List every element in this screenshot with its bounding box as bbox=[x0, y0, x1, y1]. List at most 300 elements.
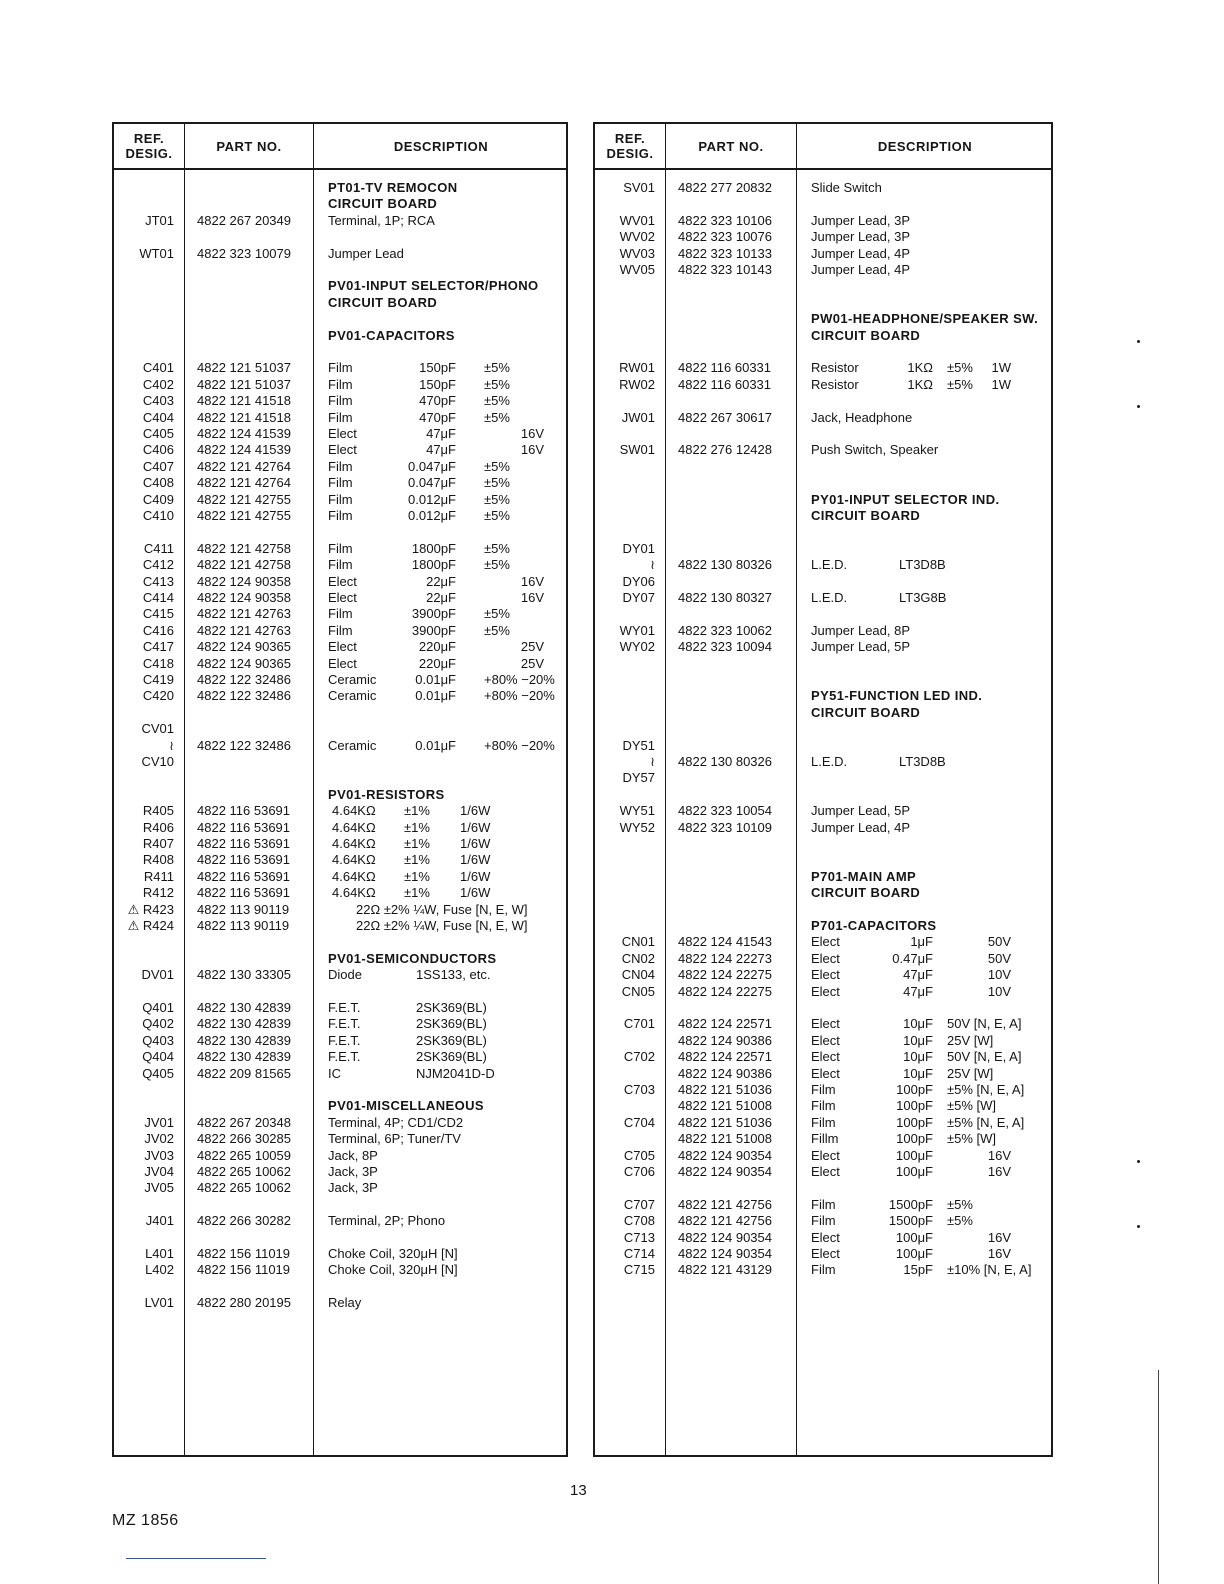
tolerance: +80% −20% bbox=[484, 737, 555, 753]
description: Film bbox=[328, 622, 353, 638]
part-number: 4822 265 10062 bbox=[197, 1164, 291, 1179]
part-number: 4822 124 90354 bbox=[678, 1229, 772, 1245]
ref-designator: JV03 bbox=[144, 1147, 174, 1163]
description: Jumper Lead, 4P bbox=[811, 262, 911, 277]
table-row bbox=[595, 984, 1051, 1000]
value: 0.01μF bbox=[415, 688, 456, 704]
value: 1800pF bbox=[411, 557, 456, 573]
ref-designator: Q401 bbox=[142, 1000, 174, 1015]
description: Elect bbox=[811, 983, 840, 999]
ref-designator: C410 bbox=[142, 508, 174, 523]
tolerance: ±5% bbox=[947, 1213, 973, 1229]
section-heading: CIRCUIT BOARD bbox=[811, 704, 921, 720]
part-number: 4822 122 32486 bbox=[197, 672, 291, 687]
description: Elect bbox=[811, 1246, 840, 1261]
ref-designator: DY57 bbox=[622, 770, 655, 786]
type-designation: LT3G8B bbox=[899, 590, 947, 605]
value: 1500pF bbox=[888, 1213, 933, 1229]
description: Push Switch, Speaker bbox=[811, 442, 939, 458]
ref-designator: C703 bbox=[623, 1082, 655, 1097]
model-number: MZ 1856 bbox=[112, 1512, 179, 1529]
value: 100μF bbox=[895, 1229, 933, 1245]
description: L.E.D. bbox=[811, 590, 848, 605]
section-heading-row bbox=[114, 278, 566, 294]
table-row bbox=[114, 672, 566, 688]
part-number: 4822 116 53691 bbox=[197, 803, 291, 819]
value: 10μF bbox=[903, 1032, 933, 1048]
value: 100pF bbox=[896, 1114, 933, 1130]
description: Film bbox=[328, 557, 353, 573]
value: 15pF bbox=[903, 1262, 933, 1278]
table-row bbox=[595, 1082, 1051, 1098]
value: 470pF bbox=[419, 409, 456, 425]
table-row bbox=[595, 1148, 1051, 1164]
ref-designator: JT01 bbox=[145, 212, 174, 228]
ref-designator: CN04 bbox=[621, 967, 655, 983]
part-number: 4822 130 42839 bbox=[197, 1016, 291, 1032]
ref-designator: DY51 bbox=[622, 737, 655, 753]
section-heading-row bbox=[595, 328, 1051, 344]
description: Elect bbox=[811, 1016, 840, 1032]
description: 4.64KΩ bbox=[332, 836, 376, 851]
value: 47μF bbox=[426, 426, 456, 441]
ref-designator: ⚠ R424 bbox=[127, 918, 174, 933]
table-row bbox=[114, 639, 566, 655]
part-number: 4822 124 22275 bbox=[678, 983, 772, 999]
value: 0.012μF bbox=[408, 508, 456, 523]
table-row bbox=[114, 688, 566, 704]
value: 10μF bbox=[903, 1049, 933, 1065]
part-number: 4822 130 42839 bbox=[197, 1000, 291, 1015]
tolerance: ±5% bbox=[484, 508, 510, 523]
part-number: 4822 266 30285 bbox=[197, 1131, 291, 1147]
ref-designator: C705 bbox=[623, 1147, 655, 1163]
part-number: 4822 267 20349 bbox=[197, 212, 291, 228]
type-designation: LT3D8B bbox=[899, 557, 946, 573]
scan-speck bbox=[1137, 340, 1140, 343]
table-row bbox=[595, 738, 1051, 754]
section-heading: PT01-TV REMOCON bbox=[328, 180, 458, 195]
rating: 16V bbox=[520, 442, 544, 458]
part-number: 4822 124 22571 bbox=[678, 1049, 772, 1065]
section-heading-row bbox=[114, 295, 566, 311]
part-number: 4822 156 11019 bbox=[197, 1262, 291, 1278]
section-heading: PY01-INPUT SELECTOR IND. bbox=[811, 491, 1000, 507]
part-number: 4822 130 42839 bbox=[197, 1032, 291, 1048]
description-header: DESCRIPTION bbox=[393, 138, 489, 154]
table-row bbox=[595, 1066, 1051, 1082]
page-number: 13 bbox=[570, 1482, 587, 1499]
table-row bbox=[595, 541, 1051, 557]
table-row bbox=[595, 1230, 1051, 1246]
description: Elect bbox=[811, 967, 840, 983]
section-heading-row bbox=[595, 688, 1051, 704]
description: F.E.T. bbox=[328, 1049, 361, 1065]
tolerance: ±1% bbox=[404, 803, 430, 819]
description: Choke Coil, 320μH [N] bbox=[328, 1246, 458, 1261]
section-heading-row bbox=[114, 1098, 566, 1114]
part-number: 4822 323 10109 bbox=[678, 819, 772, 835]
table-row bbox=[595, 770, 1051, 786]
value: 47μF bbox=[426, 442, 456, 458]
rating: 16V bbox=[987, 1164, 1011, 1179]
table-row bbox=[114, 1180, 566, 1196]
table-row bbox=[114, 410, 566, 426]
ref-designator: SV01 bbox=[623, 180, 655, 195]
ref-designator: LV01 bbox=[144, 1295, 174, 1311]
rating: 16V bbox=[987, 1246, 1011, 1261]
table-row bbox=[114, 1131, 566, 1147]
table-row bbox=[595, 754, 1051, 770]
value: 220μF bbox=[418, 655, 456, 671]
part-no-header: PART NO. bbox=[698, 138, 764, 154]
ref-designator: CN02 bbox=[621, 950, 655, 966]
table-row bbox=[595, 951, 1051, 967]
tolerance: ±5% bbox=[484, 557, 510, 573]
value: 1KΩ bbox=[907, 360, 933, 376]
scan-edge-line bbox=[1158, 1370, 1159, 1584]
table-row bbox=[114, 590, 566, 606]
value: 0.012μF bbox=[408, 491, 456, 507]
part-number: 4822 116 53691 bbox=[197, 852, 291, 868]
table-row bbox=[114, 1246, 566, 1262]
table-row bbox=[114, 1049, 566, 1065]
ref-designator: WV03 bbox=[619, 245, 655, 261]
tolerance: ±5% bbox=[484, 491, 510, 507]
description: 4.64KΩ bbox=[332, 819, 376, 835]
tolerance: ±5% bbox=[947, 1196, 973, 1212]
part-number: 4822 209 81565 bbox=[197, 1065, 291, 1081]
description: Elect bbox=[811, 1229, 840, 1245]
ref-designator: DY07 bbox=[622, 590, 655, 605]
section-heading: CIRCUIT BOARD bbox=[811, 508, 921, 523]
description: Film bbox=[328, 491, 353, 507]
description: Jumper Lead, 3P bbox=[811, 229, 911, 245]
description: Jumper Lead, 3P bbox=[811, 212, 911, 228]
part-number: 4822 121 43129 bbox=[678, 1262, 772, 1278]
rating: 16V bbox=[520, 590, 544, 605]
value: 470pF bbox=[419, 393, 456, 409]
section-heading: P701-CAPACITORS bbox=[811, 918, 937, 933]
description: Film bbox=[811, 1098, 836, 1114]
tolerance: ±1% bbox=[404, 836, 430, 851]
ref-designator: C402 bbox=[142, 376, 174, 392]
ref-designator: JV02 bbox=[144, 1131, 174, 1147]
tolerance: ±1% bbox=[404, 819, 430, 835]
description: Elect bbox=[328, 442, 357, 458]
section-heading: PV01-RESISTORS bbox=[328, 786, 445, 802]
part-number: 4822 124 41539 bbox=[197, 426, 291, 441]
value: 22μF bbox=[426, 590, 456, 605]
table-row bbox=[114, 869, 566, 885]
table-row bbox=[114, 738, 566, 754]
tolerance: ±1% bbox=[404, 868, 430, 884]
section-heading: PW01-HEADPHONE/SPEAKER SW. bbox=[811, 311, 1039, 327]
part-number: 4822 122 32486 bbox=[197, 688, 291, 704]
description: Terminal, 6P; Tuner/TV bbox=[328, 1131, 461, 1147]
table-row bbox=[114, 606, 566, 622]
section-heading: CIRCUIT BOARD bbox=[328, 294, 438, 310]
table-header bbox=[595, 124, 1051, 170]
table-row bbox=[114, 852, 566, 868]
table-row bbox=[114, 967, 566, 983]
part-number: 4822 121 51036 bbox=[678, 1114, 772, 1130]
section-heading: P701-MAIN AMP bbox=[811, 868, 917, 884]
rating: 25V bbox=[520, 639, 544, 655]
scan-speck bbox=[1137, 405, 1140, 408]
table-row bbox=[114, 508, 566, 524]
scan-speck bbox=[1137, 1225, 1140, 1228]
table-row bbox=[114, 1213, 566, 1229]
part-number: 4822 121 42763 bbox=[197, 622, 291, 638]
table-row bbox=[595, 803, 1051, 819]
section-heading-row bbox=[595, 869, 1051, 885]
description: Film bbox=[811, 1213, 836, 1229]
part-number: 4822 124 90358 bbox=[197, 590, 291, 605]
part-number: 4822 113 90119 bbox=[197, 918, 290, 933]
table-row bbox=[595, 1213, 1051, 1229]
value: 1500pF bbox=[888, 1196, 933, 1212]
rating: 1/6W bbox=[460, 819, 491, 835]
ref-designator: C714 bbox=[623, 1246, 655, 1261]
description: Resistor bbox=[811, 360, 859, 376]
table-row bbox=[114, 1262, 566, 1278]
ref-designator: C407 bbox=[142, 458, 174, 474]
description-header: DESCRIPTION bbox=[877, 138, 973, 154]
description: Terminal, 4P; CD1/CD2 bbox=[328, 1114, 464, 1130]
ref-desig-header: REF. DESIG. bbox=[606, 131, 654, 161]
ref-designator: C412 bbox=[142, 557, 174, 573]
description: Ceramic bbox=[328, 737, 377, 753]
part-number: 4822 124 90386 bbox=[678, 1065, 772, 1081]
ref-designator: L402 bbox=[145, 1262, 174, 1278]
description: Jumper Lead, 5P bbox=[811, 639, 911, 655]
description: Film bbox=[328, 393, 353, 409]
type-designation: NJM2041D-D bbox=[416, 1065, 495, 1081]
table-row bbox=[114, 885, 566, 901]
rating: 16V bbox=[987, 1229, 1011, 1245]
table-row bbox=[114, 656, 566, 672]
part-number: 4822 121 42764 bbox=[197, 475, 291, 491]
ref-designator: Q402 bbox=[142, 1016, 174, 1032]
ref-designator: SW01 bbox=[619, 442, 655, 458]
rating: 50V bbox=[987, 934, 1011, 950]
table-row bbox=[114, 820, 566, 836]
ref-designator: R412 bbox=[142, 885, 174, 901]
description: Film bbox=[328, 540, 353, 556]
description: Relay bbox=[328, 1295, 362, 1311]
table-row bbox=[114, 1000, 566, 1016]
description: Elect bbox=[328, 655, 357, 671]
table-row bbox=[595, 1262, 1051, 1278]
description: Film bbox=[328, 360, 353, 376]
table-row bbox=[595, 377, 1051, 393]
description: Terminal, 1P; RCA bbox=[328, 212, 435, 228]
part-number: 4822 116 60331 bbox=[678, 360, 772, 376]
ref-designator: JV05 bbox=[144, 1180, 174, 1196]
tolerance: ±10% [N, E, A] bbox=[947, 1262, 1032, 1278]
description: Elect bbox=[328, 590, 357, 605]
table-row bbox=[595, 557, 1051, 573]
section-heading: PV01-INPUT SELECTOR/PHONO bbox=[328, 278, 539, 294]
description: Elect bbox=[811, 950, 840, 966]
description: Film bbox=[811, 1196, 836, 1212]
description: Jumper Lead, 4P bbox=[811, 819, 911, 835]
ref-designator: C409 bbox=[142, 491, 174, 507]
part-number: 4822 277 20832 bbox=[678, 180, 772, 195]
part-number: 4822 116 53691 bbox=[197, 868, 291, 884]
value: 100μF bbox=[895, 1147, 933, 1163]
table-row bbox=[595, 967, 1051, 983]
description: 4.64KΩ bbox=[332, 852, 376, 868]
table-row bbox=[595, 229, 1051, 245]
part-number: 4822 121 42756 bbox=[678, 1213, 772, 1229]
ref-designator: WY02 bbox=[619, 639, 655, 655]
part-number: 4822 323 10054 bbox=[678, 803, 772, 819]
table-row bbox=[114, 442, 566, 458]
description: Jumper Lead bbox=[328, 245, 404, 261]
table-row bbox=[595, 1049, 1051, 1065]
value: 150pF bbox=[419, 376, 456, 392]
table-row bbox=[595, 213, 1051, 229]
tolerance: ±5% bbox=[484, 376, 510, 392]
table-row bbox=[595, 246, 1051, 262]
ref-designator: RW02 bbox=[619, 376, 655, 392]
description: 4.64KΩ bbox=[332, 803, 376, 819]
ref-designator: C715 bbox=[623, 1262, 655, 1278]
tolerance: ±5% [N, E, A] bbox=[947, 1114, 1025, 1130]
part-number: 4822 130 80327 bbox=[678, 590, 772, 605]
part-number: 4822 130 80326 bbox=[678, 754, 772, 769]
part-number: 4822 121 51036 bbox=[678, 1082, 772, 1097]
type-designation: 2SK369(BL) bbox=[416, 1000, 487, 1015]
part-number: 4822 121 51037 bbox=[197, 376, 291, 392]
tolerance: ±5% [N, E, A] bbox=[947, 1082, 1025, 1097]
rating: 16V bbox=[520, 573, 544, 589]
description: Jack, 3P bbox=[328, 1180, 378, 1196]
tolerance: +80% −20% bbox=[484, 672, 555, 687]
section-heading-row bbox=[595, 311, 1051, 327]
part-number: 4822 124 90354 bbox=[678, 1147, 772, 1163]
part-number: 4822 121 41518 bbox=[197, 393, 291, 409]
description: Film bbox=[328, 458, 353, 474]
part-number: 4822 323 10062 bbox=[678, 622, 772, 638]
type-designation: 1SS133, etc. bbox=[416, 967, 491, 983]
value: 22μF bbox=[426, 573, 456, 589]
ref-designator: WV01 bbox=[619, 212, 655, 228]
description: Film bbox=[328, 409, 353, 425]
ref-designator: R411 bbox=[143, 868, 174, 884]
table-row bbox=[595, 360, 1051, 376]
tolerance: ±1% bbox=[404, 852, 430, 868]
value: 0.01μF bbox=[415, 672, 456, 687]
table-row bbox=[595, 1016, 1051, 1032]
description: Film bbox=[328, 376, 353, 392]
part-number: 4822 121 42756 bbox=[678, 1196, 772, 1212]
table-row bbox=[114, 1033, 566, 1049]
description: Film bbox=[811, 1082, 836, 1097]
description: Ceramic bbox=[328, 688, 377, 704]
section-heading-row bbox=[595, 492, 1051, 508]
value: 1μF bbox=[910, 934, 933, 950]
ref-designator: CN05 bbox=[621, 983, 655, 999]
description: F.E.T. bbox=[328, 1032, 361, 1048]
value: 3900pF bbox=[411, 606, 456, 622]
part-number: 4822 265 10059 bbox=[197, 1147, 291, 1163]
rating: 1W bbox=[991, 360, 1011, 376]
description: Slide Switch bbox=[811, 180, 882, 195]
ref-designator: ⚠ R423 bbox=[127, 901, 174, 917]
section-heading-row bbox=[114, 180, 566, 196]
table-row bbox=[114, 246, 566, 262]
tolerance: ±5% bbox=[484, 458, 510, 474]
description: Film bbox=[811, 1262, 836, 1278]
table-row bbox=[595, 934, 1051, 950]
ref-designator: J401 bbox=[145, 1213, 174, 1229]
ref-designator: DV01 bbox=[141, 967, 174, 983]
ref-designator: Q403 bbox=[142, 1032, 174, 1048]
description: Film bbox=[811, 1114, 836, 1130]
ref-designator: DY06 bbox=[622, 573, 655, 589]
table-row bbox=[114, 836, 566, 852]
value: 3900pF bbox=[411, 622, 456, 638]
value: 10μF bbox=[903, 1016, 933, 1032]
ref-designator: C420 bbox=[142, 688, 174, 704]
part-number: 4822 323 10133 bbox=[678, 245, 772, 261]
ref-designator: RW01 bbox=[619, 360, 655, 376]
part-number: 4822 276 12428 bbox=[678, 442, 772, 458]
section-heading-row bbox=[595, 705, 1051, 721]
part-number: 4822 323 10076 bbox=[678, 229, 772, 245]
part-number: 4822 323 10079 bbox=[197, 245, 291, 261]
ref-designator: DY01 bbox=[622, 540, 655, 556]
description: Fillm bbox=[811, 1131, 839, 1147]
part-number: 4822 124 41539 bbox=[197, 442, 291, 458]
value: 0.047μF bbox=[408, 475, 456, 491]
ref-designator: C406 bbox=[142, 442, 174, 458]
value: 10μF bbox=[903, 1065, 933, 1081]
description: Jumper Lead, 4P bbox=[811, 245, 911, 261]
type-designation: LT3D8B bbox=[899, 754, 946, 769]
description: Elect bbox=[811, 934, 840, 950]
part-number: 4822 130 33305 bbox=[197, 967, 291, 983]
table-row bbox=[114, 360, 566, 376]
part-number: 4822 121 51037 bbox=[197, 360, 291, 376]
tolerance: +80% −20% bbox=[484, 688, 555, 704]
part-number: 4822 113 90119 bbox=[197, 901, 290, 917]
type-designation: 2SK369(BL) bbox=[416, 1049, 487, 1065]
description: Diode bbox=[328, 967, 362, 983]
type-designation: 2SK369(BL) bbox=[416, 1016, 487, 1032]
ref-designator: ≀ bbox=[169, 737, 174, 753]
table-row bbox=[114, 1164, 566, 1180]
table-row bbox=[114, 1066, 566, 1082]
tolerance: ±5% bbox=[484, 622, 510, 638]
rating: 1/6W bbox=[460, 803, 491, 819]
table-row bbox=[114, 623, 566, 639]
rating: 25V bbox=[520, 655, 544, 671]
part-number: 4822 121 51008 bbox=[678, 1098, 772, 1114]
value: 220μF bbox=[418, 639, 456, 655]
ref-designator: JV04 bbox=[144, 1164, 174, 1179]
underline-rule bbox=[126, 1558, 266, 1559]
description: F.E.T. bbox=[328, 1000, 361, 1015]
part-number: 4822 121 42758 bbox=[197, 540, 291, 556]
table-row bbox=[114, 426, 566, 442]
part-number: 4822 124 90354 bbox=[678, 1164, 772, 1179]
tolerance: 50V [N, E, A] bbox=[947, 1049, 1022, 1065]
table-row bbox=[595, 180, 1051, 196]
